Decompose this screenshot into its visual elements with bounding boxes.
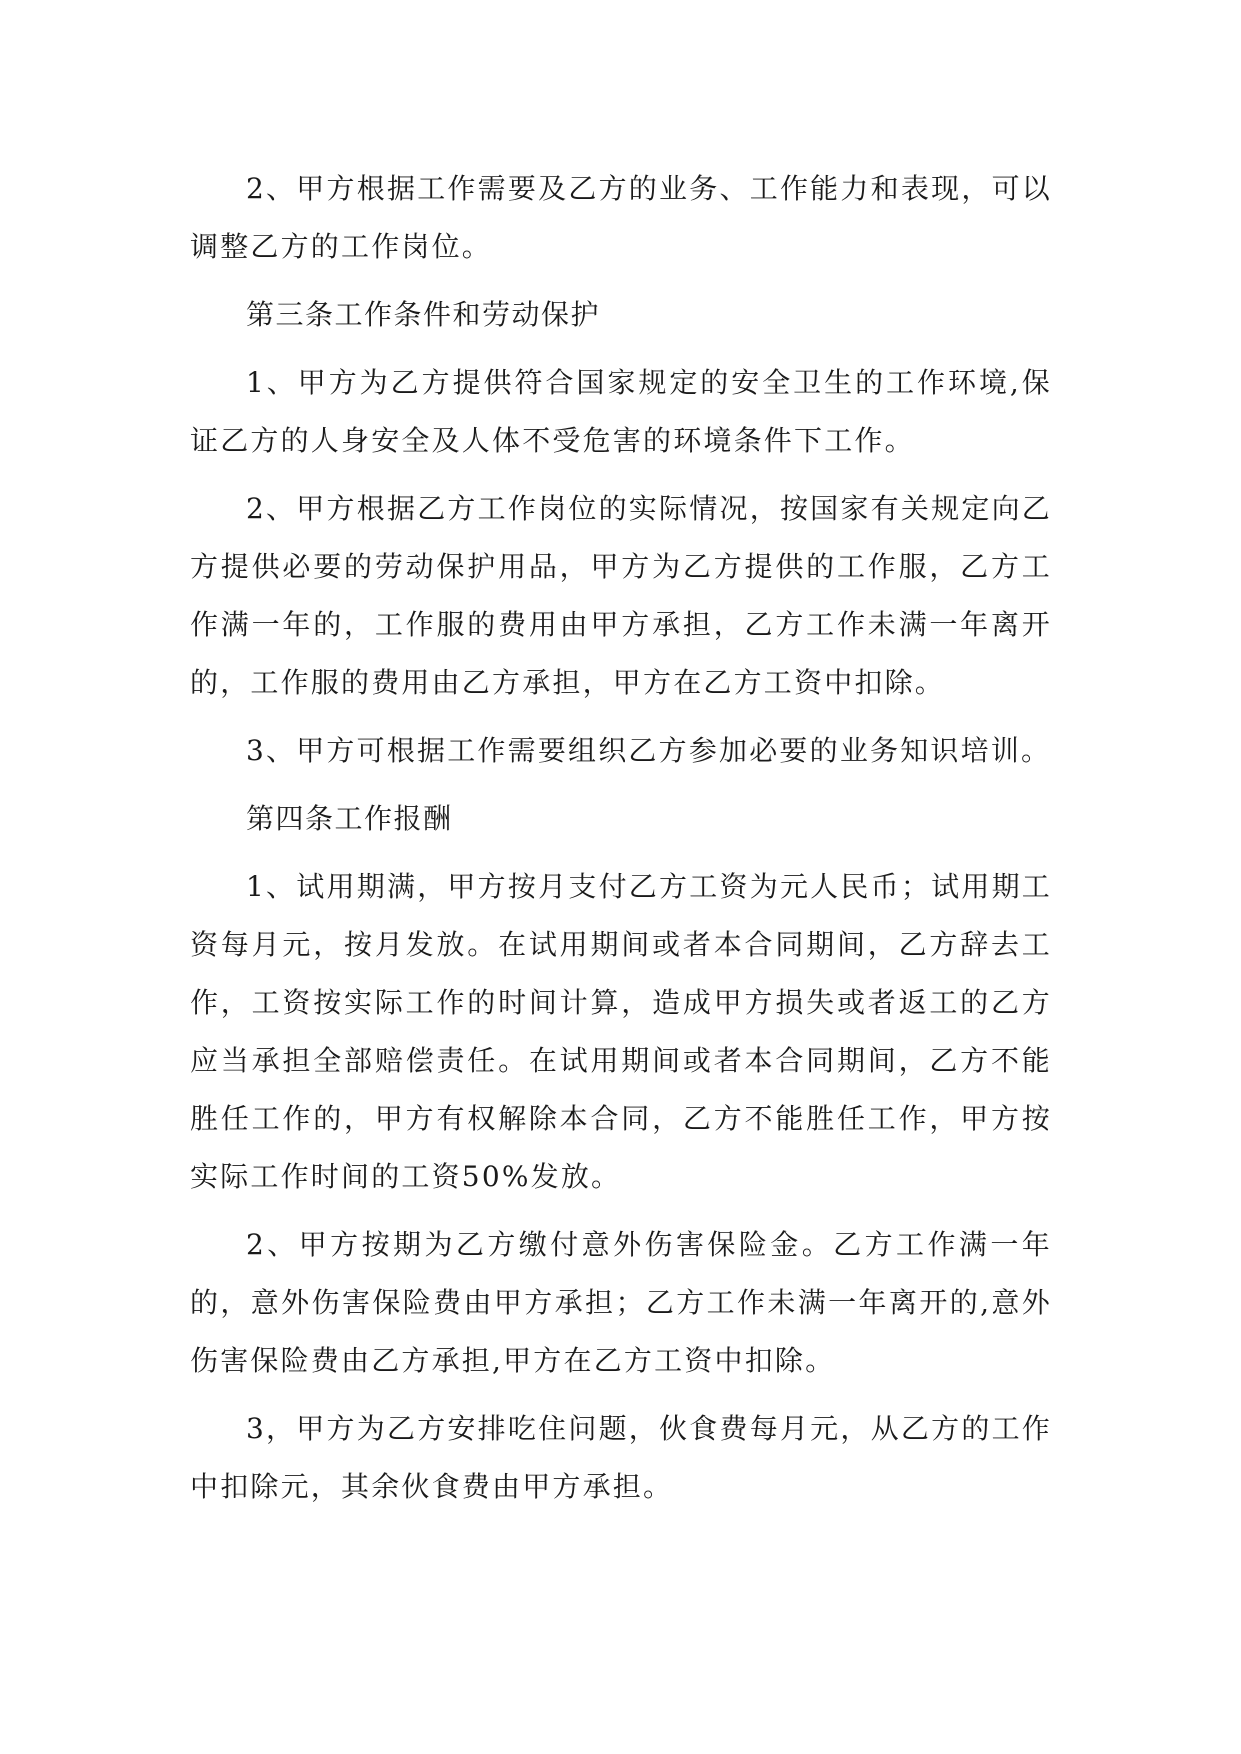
paragraph-meals-lodging: 3，甲方为乙方安排吃住问题，伙食费每月元，从乙方的工作中扣除元，其余伙食费由甲方承担。	[190, 1412, 1052, 1503]
paragraph-salary: 1、试用期满，甲方按月支付乙方工资为元人民币；试用期工资每月元，按月发放。在试用期间或者本合同期间，乙方辞去工作，工资按实际工作的时间计算，造成甲方损失或者返工的乙方应当承担全部赔偿责任。在试用期间或者本合同期间，乙方不能胜任工作的，甲方有权解除本合同，乙方不能胜任工作，甲方按实际工作时间的工资50%发放。	[190, 870, 1052, 1193]
paragraph-training: 3、甲方可根据工作需要组织乙方参加必要的业务知识培训。	[246, 734, 1052, 767]
section-heading-article-3: 第三条工作条件和劳动保护	[246, 298, 601, 331]
paragraph-protective-equipment: 2、甲方根据乙方工作岗位的实际情况，按国家有关规定向乙方提供必要的劳动保护用品，甲方为乙方提供的工作服，乙方工作满一年的，工作服的费用由甲方承担，乙方工作未满一年离开的，工作服的费用由乙方承担，甲方在乙方工资中扣除。	[190, 492, 1052, 699]
paragraph-adjust-position: 2、甲方根据工作需要及乙方的业务、工作能力和表现，可以调整乙方的工作岗位。	[190, 172, 1052, 263]
paragraph-safe-environment: 1、甲方为乙方提供符合国家规定的安全卫生的工作环境,保证乙方的人身安全及人体不受危害的环境条件下工作。	[190, 366, 1052, 457]
section-heading-article-4: 第四条工作报酬	[246, 802, 453, 835]
document-page	[190, 160, 1052, 1526]
paragraph-insurance: 2、甲方按期为乙方缴付意外伤害保险金。乙方工作满一年的，意外伤害保险费由甲方承担；乙方工作未满一年离开的,意外伤害保险费由乙方承担,甲方在乙方工资中扣除。	[190, 1228, 1052, 1377]
